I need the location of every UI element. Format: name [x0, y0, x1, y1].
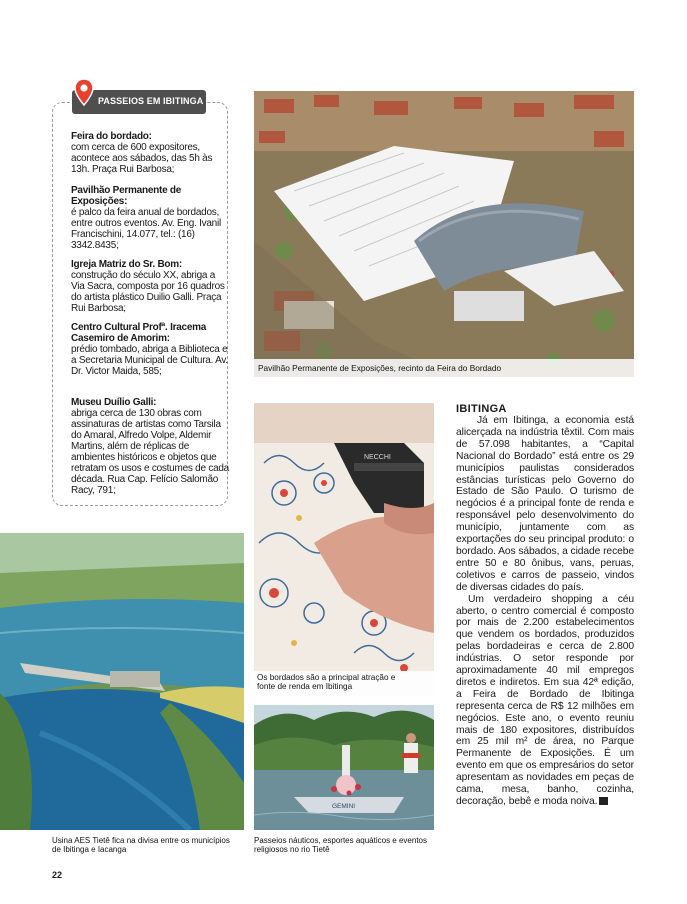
article — [456, 403, 634, 808]
boat-name: GEMINI — [332, 803, 356, 810]
aerial-pavilion-image — [254, 91, 634, 377]
entry-title: Museu Duílio Galli: — [71, 397, 157, 408]
dam-caption: Usina AES Tietê fica na divisa entre os municípios de Ibitinga e Iacanga — [52, 836, 230, 854]
aerial-caption: Pavilhão Permanente de Exposições, recinto da Feira do Bordado — [258, 363, 502, 373]
dam-photo — [0, 533, 244, 830]
dam-image — [0, 533, 244, 830]
entry-text: é palco da feira anual de bordados, entre outros eventos. Av. Eng. Ivanil Francischini, 14.077, tel.: (16) 3342.8435; — [71, 207, 221, 251]
boat-caption: Passeios náuticos, esportes aquáticos e eventos religiosos no rio Tietê — [254, 836, 427, 854]
article-paragraph: Já em Ibitinga, a economia está alicerçada na indústria têxtil. Com mais de 57.098 habitantes, a “Capital Nacional do Bordado” está entre os 29 municípios paulistas considerados estâncias turísticas pelo Governo do Estado de São Paulo. O turismo de negócios é a principal fonte de renda e responsável pelo desenvolvimento do município, juntamente com as exportações do seu principal produto: o bordado. Aos sábados, a cidade recebe entre 50 e 80 ônibus, vans, peruas, coletivos e carros de passeio, vindos de diversas cidades do país. — [456, 415, 634, 593]
entry-text: com cerca de 600 expositores, acontece aos sábados, das 5h às 13h. Praça Rui Barbosa; — [71, 142, 213, 175]
location-pin-icon — [74, 78, 94, 106]
end-of-article-icon — [599, 797, 608, 805]
entry-text: abriga cerca de 130 obras com assinaturas de artistas como Tarsila do Amaral, Alfredo Volpe, Aldemir Martins, além de réplicas de ambientes históricos e objetos que retratam os usos e costumes de cada década. Rua Cap. Felício Salomão Racy, 791; — [71, 408, 229, 496]
sidebar-entry — [71, 259, 229, 314]
article-paragraph-text: Um verdadeiro shopping a céu aberto, o centro comercial é composto por mais de 2.200 estabelecimentos que vendem os bordados, produzidos pelas bordadeiras e cerca de 2.800 indústrias. O setor responde por aproximadamente 40 mil empregos diretos e indiretos. Em sua 42ª edição, a Feira de Bordado de Ibitinga representa cerca de R$ 12 milhões em negócios. Este ano, o evento reuniu mais de 180 expositores, distribuídos em 25 mil m² de área, no Parque Permanente de Exposições. É um evento em que os empresários do setor apresentam as novidades em peças de cama, mesa, banho, cozinha, decoração, bebê e moda noiva. — [456, 593, 634, 807]
sidebar-entry — [71, 131, 229, 175]
boat-photo — [254, 705, 434, 830]
entry-title: Centro Cultural Profª. Iracema Casemiro de Amorim: — [71, 322, 207, 344]
embroidery-photo — [254, 403, 434, 696]
entry-title: Feira do bordado: — [71, 131, 152, 142]
sidebar-entry — [71, 397, 229, 496]
aerial-pavilion-photo — [254, 91, 634, 377]
embroidery-image — [254, 403, 434, 696]
entry-text: prédio tombado, abriga a Biblioteca e a Secretaria Municipal de Cultura. Av. Dr. Victor Maida, 585; — [71, 344, 228, 377]
entry-title: Pavilhão Permanente de Exposições: — [71, 185, 182, 207]
article-paragraph — [456, 594, 634, 808]
embroidery-caption: Os bordados são a principal atração e fonte de renda em Ibitinga — [257, 673, 396, 691]
machine-brand: NECCHI — [364, 454, 391, 461]
sidebar-entry — [71, 185, 229, 251]
entry-title: Igreja Matriz do Sr. Bom: — [71, 259, 182, 270]
sidebar-entry — [71, 322, 229, 377]
boat-image — [254, 705, 434, 830]
page-number: 22 — [52, 870, 63, 880]
entry-text: construção do século XX, abriga a Via Sacra, composta por 16 quadros do artista plástico Duilio Galli. Praça Rui Barbosa; — [71, 270, 225, 314]
article-heading: IBITINGA — [456, 403, 507, 415]
sidebar-title: PASSEIOS EM IBITINGA — [98, 96, 204, 106]
